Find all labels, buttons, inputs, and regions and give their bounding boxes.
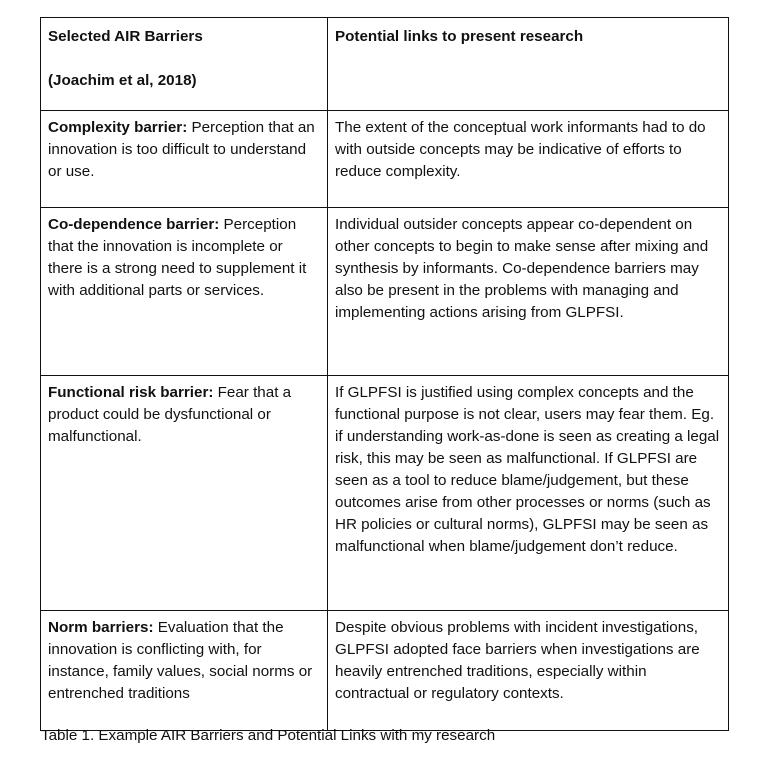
barrier-definition: Perception that the innovation is incomplete or there is a strong need to supplement it with additional parts or services. (48, 216, 307, 299)
barrier-term: Co-dependence barrier: (48, 216, 220, 233)
table-row (41, 611, 729, 731)
barrier-cell (41, 208, 328, 376)
table-row (41, 111, 729, 208)
table-caption: Table 1. Example AIR Barriers and Potential Links with my research (41, 727, 496, 744)
table-header-row (41, 18, 729, 111)
barrier-term: Norm barriers: (48, 619, 154, 636)
header-cell-links (328, 18, 729, 111)
link-cell: Despite obvious problems with incident investigations, GLPFSI adopted face barriers when investigations are heavily entrenched traditions, especially within contractual or regulatory contexts. (328, 611, 729, 731)
header-cell-barriers (41, 18, 328, 111)
link-cell: If GLPFSI is justified using complex concepts and the functional purpose is not clear, users may fear them. Eg. if understanding work-as-done is seen as creating a legal risk, this may be seen as malfunctional. If GLPFSI are seen as a tool to reduce blame/judgement, but these outcomes arise from other processes or norms (such as HR policies or cultural norms), GLPFSI may be seen as malfunctional when blame/judgement don’t reduce. (328, 376, 729, 611)
header-citation: (Joachim et al, 2018) (48, 72, 197, 89)
table-row (41, 208, 729, 376)
barrier-definition: Fear that a product could be dysfunctional or malfunctional. (48, 384, 292, 445)
air-barriers-table (40, 17, 729, 731)
barrier-cell (41, 111, 328, 208)
barrier-term: Functional risk barrier: (48, 384, 214, 401)
header-title-links: Potential links to present research (335, 28, 584, 45)
link-cell: The extent of the conceptual work informants had to do with outside concepts may be indicative of efforts to reduce complexity. (328, 111, 729, 208)
barrier-cell (41, 611, 328, 731)
barrier-definition: Perception that an innovation is too difficult to understand or use. (48, 119, 315, 180)
barrier-definition: Evaluation that the innovation is conflicting with, for instance, family values, social norms or entrenched traditions (48, 619, 313, 702)
link-cell: Individual outsider concepts appear co-dependent on other concepts to begin to make sense after mixing and synthesis by informants. Co-dependence barriers may also be present in the problems with managing and implementing actions arising from GLPFSI. (328, 208, 729, 376)
table-row (41, 376, 729, 611)
barrier-term: Complexity barrier: (48, 119, 188, 136)
barrier-cell (41, 376, 328, 611)
header-title-barriers: Selected AIR Barriers (48, 28, 203, 45)
